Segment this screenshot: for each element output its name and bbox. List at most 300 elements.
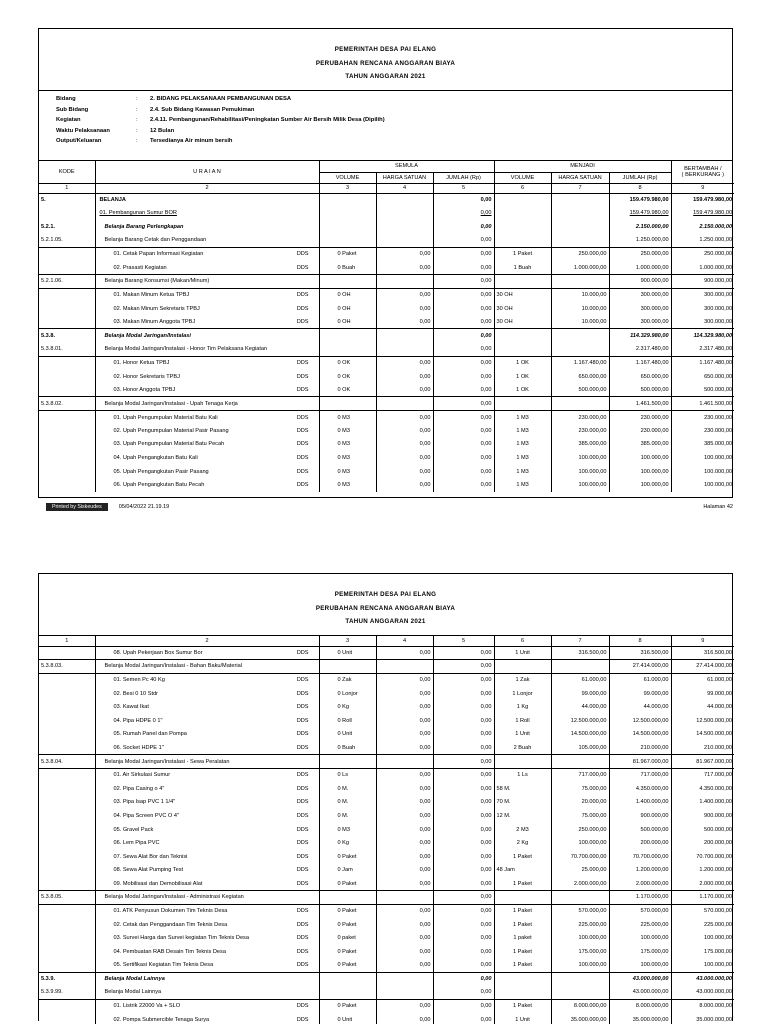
cell-jumlah-menjadi-value: 2.317.480,00 [635, 346, 669, 353]
source-fund: DDS [296, 482, 309, 489]
uraian-text: 09. Mobilisasi dan Demobilisasi Alat [113, 880, 203, 887]
cell-jumlah-menjadi-value: 900.000,00 [640, 278, 669, 285]
cell-selisih-value: 100.000,00 [704, 455, 733, 462]
cell-jumlah-semula-value: 0,00 [480, 812, 492, 819]
cell-jumlah-menjadi [609, 356, 671, 370]
cell-volume-semula-value: 0 OK [337, 373, 351, 380]
cell-harga-menjadi-value: 75.000,00 [581, 785, 607, 792]
table-row [39, 302, 734, 316]
cell-jumlah-semula [433, 891, 494, 905]
cell-harga-semula [376, 782, 433, 796]
cell-jumlah-menjadi-value: 100.000,00 [640, 962, 669, 969]
cell-kode [39, 931, 95, 945]
cell-jumlah-semula-value: 0,00 [480, 441, 492, 448]
cell-kode [39, 809, 95, 823]
cell-volume-semula [319, 918, 376, 932]
cell-selisih-value: 250.000,00 [704, 251, 733, 258]
cell-harga-menjadi [551, 478, 609, 492]
cell-jumlah-menjadi-value: 27.414.000,00 [632, 663, 669, 670]
cell-jumlah-semula [433, 261, 494, 275]
col-number: 6 [494, 636, 551, 646]
cell-harga-semula-value: 0,00 [419, 482, 431, 489]
cell-volume-semula-value: 0 Unit [337, 1016, 353, 1023]
cell-jumlah-menjadi [609, 660, 671, 674]
source-fund: DDS [296, 305, 309, 312]
cell-selisih [671, 288, 734, 302]
cell-volume-menjadi [494, 302, 551, 316]
cell-volume-semula-value: 0 OK [337, 386, 351, 393]
cell-jumlah-menjadi-value: 210.000,00 [640, 744, 669, 751]
cell-jumlah-semula [433, 315, 494, 329]
cell-harga-menjadi [551, 755, 609, 769]
cell-volume-menjadi [494, 714, 551, 728]
cell-jumlah-menjadi-value: 500.000,00 [640, 826, 669, 833]
cell-volume-menjadi [494, 465, 551, 479]
cell-jumlah-menjadi-value: 100.000,00 [640, 455, 669, 462]
cell-jumlah-menjadi-value: 43.000.000,00 [632, 976, 669, 983]
uraian-text: 03. Kawat Ikat [113, 704, 149, 711]
cell-selisih-value: 1.461.500,00 [699, 400, 733, 407]
cell-volume-menjadi-value: 1 OK [516, 386, 529, 393]
cell-volume-semula [319, 864, 376, 878]
cell-harga-semula [376, 247, 433, 261]
cell-kode [39, 220, 95, 234]
cell-jumlah-semula-value: 0,00 [480, 251, 492, 258]
cell-harga-menjadi [551, 302, 609, 316]
cell-selisih-value: 100.000,00 [704, 482, 733, 489]
cell-jumlah-semula [433, 741, 494, 755]
table-row [39, 850, 734, 864]
cell-jumlah-semula-value: 0,00 [480, 400, 492, 407]
column-number-row [39, 636, 734, 646]
uraian-text: 06. Lem Pipa PVC [113, 840, 160, 847]
cell-kode [39, 850, 95, 864]
cell-volume-semula-value: 0 paket [337, 935, 356, 942]
cell-jumlah-menjadi [609, 714, 671, 728]
table-row [39, 451, 734, 465]
cell-harga-menjadi-value: 44.000,00 [581, 704, 607, 711]
cell-jumlah-semula [433, 411, 494, 425]
uraian-text: 02. Pipa Casing o 4" [113, 785, 165, 792]
uraian-text: Belanja Barang Perlengkapan [104, 223, 184, 230]
cell-uraian [95, 424, 319, 438]
cell-uraian [95, 755, 319, 769]
cell-uraian [95, 877, 319, 891]
cell-harga-semula [376, 918, 433, 932]
cell-jumlah-menjadi [609, 465, 671, 479]
cell-volume-semula [319, 234, 376, 248]
cell-jumlah-menjadi-value: 650.000,00 [640, 373, 669, 380]
cell-harga-menjadi [551, 864, 609, 878]
uraian-text: 04. Pipa Screen PVC O 4" [113, 812, 179, 819]
cell-selisih [671, 247, 734, 261]
cell-harga-menjadi-value: 61.000,00 [581, 677, 607, 684]
cell-jumlah-semula [433, 465, 494, 479]
cell-harga-semula [376, 411, 433, 425]
cell-selisih-value: 70.700.000,00 [696, 853, 732, 860]
cell-volume-menjadi-value: 12 M. [496, 812, 511, 819]
cell-kode [39, 836, 95, 850]
cell-harga-semula [376, 302, 433, 316]
cell-harga-menjadi [551, 782, 609, 796]
source-fund: DDS [296, 799, 309, 806]
cell-selisih-value: 300.000,00 [704, 318, 733, 325]
cell-volume-semula [319, 986, 376, 1000]
cell-kode [39, 782, 95, 796]
cell-selisih [671, 356, 734, 370]
cell-harga-menjadi [551, 809, 609, 823]
cell-jumlah-menjadi-value: 159.479.980,00 [629, 210, 669, 217]
col-number: 3 [319, 183, 376, 193]
cell-volume-menjadi-value: 1 M3 [516, 482, 529, 489]
col-number: 2 [95, 636, 319, 646]
cell-volume-menjadi [494, 673, 551, 687]
cell-jumlah-semula [433, 768, 494, 782]
meta-value: 12 Bulan [150, 127, 175, 134]
cell-volume-semula [319, 660, 376, 674]
cell-volume-semula [319, 411, 376, 425]
cell-kode-value: 5.3.8.03. [41, 663, 63, 670]
cell-jumlah-menjadi [609, 891, 671, 905]
cell-harga-semula-value: 0,00 [419, 414, 431, 421]
cell-volume-menjadi-value: 2 Buah [513, 744, 532, 751]
cell-volume-menjadi-value: 1 Roll [515, 717, 530, 724]
cell-volume-semula [319, 1013, 376, 1024]
uraian-text: 03. Honor Anggota TPBJ [113, 386, 176, 393]
table-row [39, 1013, 734, 1024]
header-line-2: PERUBAHAN RENCANA ANGGARAN BIAYA [315, 604, 456, 612]
cell-volume-menjadi-value: 1 M3 [516, 427, 529, 434]
cell-harga-menjadi-value: 316.500,00 [578, 649, 607, 656]
cell-jumlah-semula [433, 343, 494, 357]
cell-jumlah-semula-value: 0,00 [480, 908, 492, 915]
column-number-row [39, 183, 734, 193]
cell-jumlah-menjadi [609, 261, 671, 275]
uraian-text: 04. Pembuatan RAB Desain Tim Teknis Desa [113, 948, 226, 955]
cell-jumlah-semula-value: 0,00 [480, 237, 492, 244]
cell-kode [39, 823, 95, 837]
cell-volume-menjadi-value: 1 Zak [515, 677, 530, 684]
cell-jumlah-menjadi [609, 370, 671, 384]
uraian-text: 01. Cetak Papan Informasi Kegiatan [113, 251, 204, 258]
cell-jumlah-menjadi [609, 741, 671, 755]
cell-volume-menjadi [494, 660, 551, 674]
cell-volume-menjadi-value: 1 Paket [513, 880, 532, 887]
cell-volume-semula [319, 945, 376, 959]
meta-value: 2. BIDANG PELAKSANAAN PEMBANGUNAN DESA [150, 96, 292, 102]
cell-selisih-value: 900.000,00 [704, 278, 733, 285]
cell-selisih-value: 225.000,00 [704, 921, 732, 928]
uraian-text: 01. Upah Pengumpulan Material Batu Kali [113, 414, 218, 421]
cell-selisih-value: 99.000,00 [707, 690, 732, 697]
table-row [39, 959, 734, 973]
cell-selisih-value: 81.967.000,00 [696, 758, 732, 765]
table-row [39, 673, 734, 687]
cell-selisih-value: 570.000,00 [704, 908, 732, 915]
cell-harga-semula-value: 0,00 [419, 318, 431, 325]
cell-kode [39, 891, 95, 905]
cell-jumlah-menjadi-value: 230.000,00 [640, 427, 669, 434]
meta-row-sub-bidang: Sub Bidang : 2.4. Sub Bidang Kawasan Pemukiman [56, 107, 732, 118]
cell-harga-semula-value: 0,00 [419, 292, 431, 299]
col-number: 5 [433, 183, 494, 193]
cell-selisih-value: 8.000.000,00 [699, 1003, 732, 1010]
cell-uraian [95, 904, 319, 918]
cell-jumlah-semula [433, 782, 494, 796]
cell-kode-value: 5.3.8. [41, 332, 55, 339]
cell-jumlah-menjadi-value: 2.000.000,00 [635, 880, 669, 887]
cell-harga-semula [376, 768, 433, 782]
cell-jumlah-semula [433, 193, 494, 207]
cell-harga-semula [376, 370, 433, 384]
cell-jumlah-semula-value: 0,00 [480, 223, 492, 230]
cell-jumlah-semula [433, 1013, 494, 1024]
source-fund: DDS [296, 880, 309, 887]
meta-value: 2.4. Sub Bidang Kawasan Pemukiman [150, 106, 255, 113]
cell-selisih [671, 850, 734, 864]
cell-volume-semula [319, 370, 376, 384]
cell-selisih [671, 999, 734, 1013]
cell-volume-semula-value: 0 M. [337, 785, 349, 792]
cell-harga-menjadi [551, 945, 609, 959]
meta-label: Output/Keluaran [56, 138, 102, 144]
cell-selisih [671, 261, 734, 275]
uraian-text: 01. ATK Penyusun Dokumen Tim Teknis Desa [113, 908, 228, 915]
source-fund: DDS [296, 785, 309, 792]
source-fund: DDS [296, 441, 309, 448]
cell-jumlah-semula-value: 0,00 [480, 292, 492, 299]
cell-jumlah-menjadi [609, 315, 671, 329]
cell-jumlah-semula-value: 0,00 [480, 826, 492, 833]
cell-jumlah-menjadi-value: 300.000,00 [640, 305, 669, 312]
cell-jumlah-menjadi [609, 1013, 671, 1024]
report-header [39, 29, 732, 91]
cell-harga-menjadi [551, 931, 609, 945]
cell-harga-semula [376, 986, 433, 1000]
cell-selisih-value: 316.500,00 [704, 649, 732, 656]
uraian-text: 02. Prasasti Kegiatan [113, 264, 167, 271]
cell-selisih-value: 385.000,00 [704, 441, 733, 448]
cell-jumlah-menjadi [609, 646, 671, 660]
cell-selisih [671, 220, 734, 234]
cell-jumlah-semula [433, 234, 494, 248]
cell-kode [39, 768, 95, 782]
cell-volume-menjadi-value: 58 M. [496, 785, 511, 792]
cell-selisih-value: 4.350.000,00 [699, 785, 732, 792]
table-section-row [39, 891, 734, 905]
cell-harga-semula [376, 646, 433, 660]
cell-harga-menjadi-value: 250.000,00 [578, 826, 607, 833]
cell-kode [39, 465, 95, 479]
cell-volume-semula-value: 0 Ls [337, 772, 349, 779]
cell-jumlah-menjadi [609, 850, 671, 864]
source-fund: DDS [296, 717, 309, 724]
cell-jumlah-semula [433, 207, 494, 221]
cell-selisih-value: 500.000,00 [704, 826, 732, 833]
cell-jumlah-menjadi [609, 438, 671, 452]
col-kode: KODE [39, 161, 95, 183]
cell-harga-menjadi [551, 451, 609, 465]
cell-volume-semula-value: 0 Roll [337, 717, 352, 724]
cell-uraian [95, 891, 319, 905]
cell-harga-menjadi-value: 570.000,00 [578, 908, 607, 915]
cell-harga-menjadi [551, 904, 609, 918]
print-timestamp: 05/04/2022 21.19.19 [118, 504, 170, 510]
cell-harga-menjadi [551, 741, 609, 755]
cell-uraian [95, 931, 319, 945]
cell-kode [39, 411, 95, 425]
cell-jumlah-semula-value: 0,00 [480, 962, 492, 969]
cell-uraian [95, 823, 319, 837]
cell-harga-menjadi-value: 100.000,00 [578, 482, 607, 489]
cell-kode [39, 315, 95, 329]
cell-jumlah-semula-value: 0,00 [480, 427, 492, 434]
uraian-text: Belanja Modal Jaringan/Instalasi - Honor Tim Pelaksana Kegiatan [104, 346, 268, 353]
cell-volume-menjadi-value: 1 Paket [513, 1003, 532, 1010]
cell-jumlah-semula-value: 0,00 [480, 649, 492, 656]
cell-harga-menjadi [551, 728, 609, 742]
source-fund: DDS [296, 251, 309, 258]
cell-volume-menjadi [494, 823, 551, 837]
cell-jumlah-menjadi [609, 864, 671, 878]
cell-volume-semula [319, 700, 376, 714]
uraian-text: Belanja Modal Jaringan/Instalasi [104, 332, 191, 339]
cell-uraian [95, 329, 319, 343]
cell-jumlah-menjadi-value: 1.200.000,00 [635, 867, 669, 874]
cell-volume-semula-value: 0 M. [337, 799, 349, 806]
cell-volume-menjadi [494, 478, 551, 492]
cell-harga-menjadi-value: 500.000,00 [578, 386, 607, 393]
cell-volume-semula-value: 0 Unit [337, 649, 353, 656]
table-body-1 [39, 193, 734, 492]
cell-jumlah-menjadi-value: 100.000,00 [640, 468, 669, 475]
cell-harga-semula [376, 261, 433, 275]
cell-jumlah-semula-value: 0,00 [480, 414, 492, 421]
col-bertambah-label: BERTAMBAH / [684, 165, 722, 172]
cell-jumlah-semula-value: 0,00 [480, 704, 492, 711]
cell-kode [39, 918, 95, 932]
cell-jumlah-menjadi-value: 900.000,00 [640, 812, 669, 819]
cell-jumlah-semula [433, 999, 494, 1013]
cell-jumlah-semula-value: 0,00 [480, 386, 492, 393]
col-harga: HARGA SATUAN [551, 172, 609, 183]
cell-uraian [95, 864, 319, 878]
cell-harga-semula [376, 329, 433, 343]
cell-harga-semula [376, 193, 433, 207]
table-section-row [39, 275, 734, 289]
cell-volume-semula [319, 809, 376, 823]
cell-kode [39, 451, 95, 465]
cell-volume-semula-value: 0 M3 [337, 427, 350, 434]
cell-harga-semula [376, 397, 433, 411]
cell-harga-semula-value: 0,00 [419, 1003, 431, 1010]
cell-jumlah-semula-value: 0,00 [480, 772, 492, 779]
uraian-text: Belanja Barang Konsumsi (Makan/Minum) [104, 278, 210, 285]
cell-jumlah-semula [433, 478, 494, 492]
cell-selisih-value: 210.000,00 [704, 744, 732, 751]
cell-uraian [95, 356, 319, 370]
cell-jumlah-menjadi [609, 424, 671, 438]
cell-harga-semula [376, 836, 433, 850]
cell-jumlah-menjadi-value: 200.000,00 [640, 840, 669, 847]
cell-jumlah-menjadi-value: 500.000,00 [640, 386, 669, 393]
table-section-row [39, 193, 734, 207]
cell-jumlah-menjadi [609, 972, 671, 986]
cell-volume-menjadi [494, 329, 551, 343]
col-number: 3 [319, 636, 376, 646]
cell-jumlah-semula [433, 370, 494, 384]
cell-selisih-value: 100.000,00 [704, 935, 732, 942]
cell-harga-semula [376, 823, 433, 837]
table-row [39, 823, 734, 837]
cell-jumlah-menjadi-value: 114.329.980,00 [630, 332, 669, 339]
cell-jumlah-menjadi-value: 1.461.500,00 [635, 400, 669, 407]
cell-uraian [95, 741, 319, 755]
cell-harga-semula [376, 451, 433, 465]
table-section-row [39, 220, 734, 234]
cell-jumlah-semula [433, 986, 494, 1000]
cell-jumlah-semula-value: 0,00 [480, 744, 492, 751]
col-volume: VOLUME [319, 172, 376, 183]
uraian-text: 07. Sewa Alat Bor dan Teknisi [113, 853, 188, 860]
cell-selisih [671, 343, 734, 357]
cell-harga-menjadi-value: 100.000,00 [578, 840, 607, 847]
cell-selisih [671, 809, 734, 823]
cell-kode [39, 234, 95, 248]
source-fund: DDS [296, 853, 309, 860]
cell-volume-semula [319, 343, 376, 357]
cell-harga-menjadi [551, 999, 609, 1013]
table-row [39, 782, 734, 796]
uraian-text: 02. Pompa Submercible Tenaga Surya [113, 1016, 210, 1023]
cell-volume-menjadi [494, 986, 551, 1000]
cell-jumlah-menjadi-value: 8.000.000,00 [635, 1003, 669, 1010]
cell-volume-menjadi [494, 972, 551, 986]
cell-kode [39, 288, 95, 302]
cell-jumlah-semula [433, 383, 494, 397]
cell-harga-menjadi [551, 877, 609, 891]
cell-kode [39, 904, 95, 918]
cell-harga-semula [376, 288, 433, 302]
cell-harga-menjadi [551, 424, 609, 438]
cell-kode [39, 864, 95, 878]
cell-jumlah-semula-value: 0,00 [480, 346, 492, 353]
cell-harga-semula [376, 687, 433, 701]
table-row [39, 877, 734, 891]
cell-selisih [671, 972, 734, 986]
cell-kode [39, 329, 95, 343]
meta-row-waktu: Waktu Pelaksanaan : 12 Bulan [56, 128, 732, 139]
cell-jumlah-semula [433, 247, 494, 261]
cell-volume-menjadi [494, 288, 551, 302]
cell-jumlah-semula-value: 0,00 [480, 360, 492, 367]
cell-uraian [95, 918, 319, 932]
cell-volume-semula [319, 397, 376, 411]
cell-volume-menjadi-value: 1 Paket [513, 251, 533, 258]
cell-volume-semula [319, 728, 376, 742]
cell-harga-menjadi-value: 10.000,00 [581, 318, 607, 325]
cell-jumlah-semula-value: 0,00 [480, 332, 492, 339]
cell-harga-menjadi [551, 247, 609, 261]
cell-harga-menjadi [551, 234, 609, 248]
cell-harga-menjadi [551, 673, 609, 687]
col-number: 8 [609, 636, 671, 646]
table-section-row [39, 234, 734, 248]
cell-jumlah-semula-value: 0,00 [480, 677, 492, 684]
cell-selisih [671, 673, 734, 687]
uraian-text: Belanja Modal Lainnya [104, 976, 165, 983]
cell-volume-menjadi [494, 234, 551, 248]
